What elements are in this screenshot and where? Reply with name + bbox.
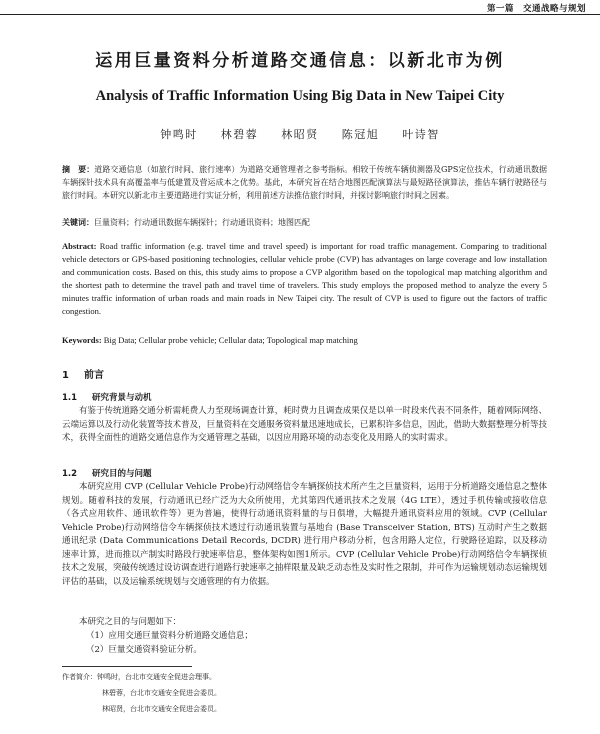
footnote-rule [62, 666, 192, 667]
keywords-chinese-text: 巨量资料；行动通讯数据车辆探针；行动通讯资料；地图匹配 [94, 218, 310, 227]
subsection-heading [62, 391, 152, 403]
keywords-english-label: Keywords: [62, 335, 102, 345]
author: 林昭贤 [281, 128, 319, 141]
keywords-chinese [62, 216, 547, 229]
title-english: Analysis of Traffic Information Using Big Data in New Taipei City [95, 88, 505, 104]
goals-intro: 本研究之目的与问题如下： [79, 617, 182, 627]
footnote-author-info: 林碧蓉，台北市交通安全促进会委员。 [102, 689, 221, 697]
keywords-english [62, 334, 547, 347]
goal-item: （2）巨量交通资料验证分析。 [86, 645, 202, 655]
title-chinese: 运用巨量资料分析道路交通信息：以新北市为例 [95, 51, 505, 71]
abstract-english-label: Abstract: [62, 241, 97, 251]
section-heading [62, 366, 104, 381]
abstract-chinese-text: 道路交通信息（如旅行时间、旅行速率）为道路交通管理者之参考指标。相较于传统车辆侦测器及GPS定位技术，行动通讯数据车辆探针技术具有高覆盖率与低建置及营运成本之优势。基此，本研究旨在结合地图匹配演算法与最短路径演算法，推估车辆行驶路径与旅行时间。本研究以新北市主要道路进行实证分析，利用前述方法推估旅行时间，并探讨影响旅行时间之因素。 [62, 165, 548, 200]
subsection-number: 1.2 [62, 469, 78, 479]
subsection-title: 研究背景与动机 [92, 393, 152, 403]
author: 林碧蓉 [220, 128, 259, 141]
header-rule [0, 14, 600, 15]
subsection-title: 研究目的与问题 [92, 469, 152, 479]
body-paragraph: 有鉴于传统道路交通分析需耗费人力至现场调查计算，耗时费力且调查成果仅是以单一时段来代表不同条件，随着网际网络、云端运算以及行动化装置等技术普及，巨量资料在交通服务资料量迅速地成长，已累积许多信息，因此，借助大数据整理分析等技术，获得全面性的道路交通信息作为交通管理之基础，以因应用路环境的动态变化及用路人的实时需求。 [62, 406, 547, 443]
footnote-author-info: 作者简介：钟鸣时，台北市交通安全促进会理事。 [62, 673, 216, 681]
subsection-heading [62, 467, 152, 479]
section-number: 1 [62, 370, 69, 381]
running-head: 第一篇 交通战略与规划 [486, 4, 586, 14]
author: 陈冠旭 [341, 128, 380, 141]
footnote-author-info: 林昭贤，台北市交通安全促进会委员。 [102, 705, 221, 713]
goal-item: （1）应用交通巨量资料分析道路交通信息； [86, 631, 253, 641]
abstract-english-text: Road traffic information (e.g. travel time and travel speed) is important for road traffic management. Comparing to traditional vehicle detectors or GPS-based positioning technologies, cellular vehicle probe (CVP) has advantages on large coverage and low installation and communication costs. Based on this, this study aims to propose a CVP algorithm based on the topological map matching algorithm and the shortest path to determine the travel path and travel time of travelers. This study employs the proposed method to analyze the every 5 minutes traffic information of urban roads and main roads in New Taipei city. The result of CVP is used to figure out the factors of traffic congestion. [62, 241, 548, 316]
author-list [0, 126, 600, 142]
author: 叶诗智 [402, 128, 440, 141]
abstract-chinese-label: 摘 要： [62, 164, 95, 174]
abstract-chinese [62, 163, 547, 202]
keywords-english-text: Big Data; Cellular probe vehicle; Cellular data; Topological map matching [103, 335, 358, 345]
body-paragraph: 本研究应用 CVP (Cellular Vehicle Probe)行动网络信令车辆探侦技术所产生之巨量资料，运用于分析道路交通信息之整体规划。随着科技的发展，行动通讯已经广泛为大众所使用，尤其第四代通讯技术之发展（4G LTE），透过手机传输或接收信息（各式应用软件、通讯软件等）更为普遍，使得行动通讯资料量的与日俱增，大幅提升通讯资料应用的领域。CVP (Cellular Vehicle Probe)行动网络信令车辆探侦技术透过行动通讯装置与基地台 (Base Transceiver Station, BTS) 互动时产生之数据通讯纪录 (Data Communications Detail Records, DCDR) 进行用户移动分析，包含用路人定位，行驶路径追踪，以及移动速率计算，进而推以产制实时路段行驶速率信息，整体架构如图1所示。CVP (Cellular Vehicle Probe)行动网络信令车辆探侦技术之发展，突破传统透过设访调查进行道路行驶速率之抽样限量及缺乏动态性及实时性之限制，并可作为运输规划动态运输规划评估的基础，以及运输系统规划与交通管理的有力依据。 [62, 482, 547, 587]
subsection-number: 1.1 [62, 393, 78, 403]
keywords-chinese-label: 关键词： [62, 217, 94, 227]
author: 钟鸣时 [160, 128, 198, 141]
section-title: 前言 [84, 370, 104, 381]
abstract-english [62, 240, 547, 318]
